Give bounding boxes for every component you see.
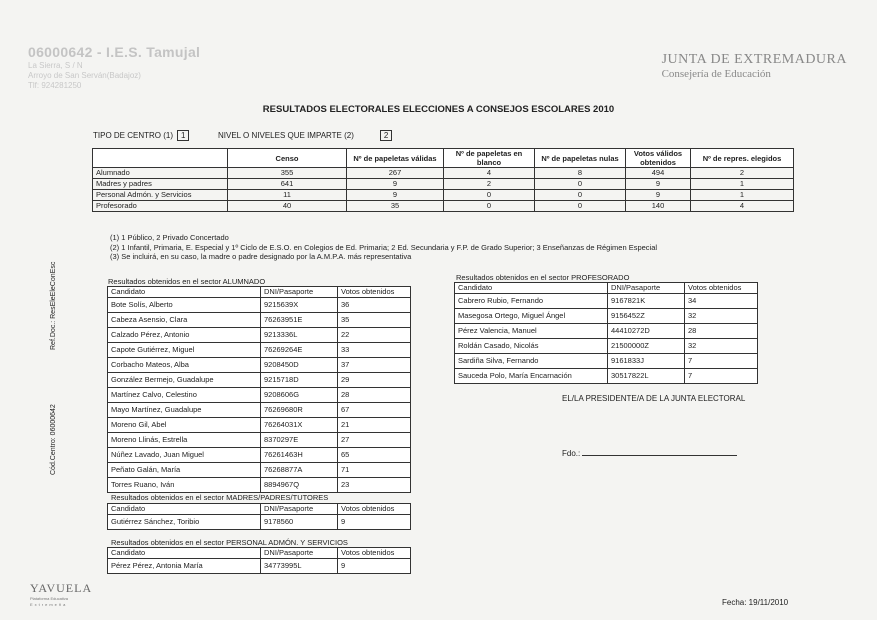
table-row [108,388,411,403]
madres-title: Resultados obtenidos en el sector MADRES/PADRES/TUTORES [111,493,329,502]
candidate-name: Peñato Galán, María [108,463,261,478]
dni-cell: 9213336L [261,328,338,343]
dni-cell: 9178560 [261,515,338,530]
notes [110,233,657,262]
column-header-candidato: Candidato [108,548,261,559]
svg-text:Plataforma Educativa: Plataforma Educativa [30,596,69,601]
dni-cell: 9156452Z [608,309,685,324]
tipo-centro-label: TIPO DE CENTRO (1) [93,131,174,140]
table-row [108,403,411,418]
summary-cell: 1 [691,190,794,201]
summary-header: Nº de papeletas nulas [535,149,626,168]
summary-row [93,201,794,212]
fdo-label: Fdo.: [562,449,581,458]
summary-header: Censo [228,149,347,168]
table-row [108,358,411,373]
summary-cell: 267 [347,168,444,179]
svg-text:YAVUELA: YAVUELA [30,581,93,595]
dni-cell: 21500000Z [608,339,685,354]
alumnado-header-row [108,287,411,298]
dni-cell: 76269264E [261,343,338,358]
document-title: RESULTADOS ELECTORALES ELECCIONES A CONSEJOS ESCOLARES 2010 [262,104,615,115]
table-row [108,343,411,358]
summary-cell: 9 [626,179,691,190]
table-row [455,309,758,324]
dni-cell: 34773995L [261,559,338,574]
note: (3) Se incluirá, en su caso, la madre o padre designado por la A.M.P.A. más representativa [110,252,412,261]
personal-table [107,547,411,574]
summary-cell: 641 [228,179,347,190]
junta-logo [662,52,847,80]
summary-cell: 0 [535,201,626,212]
votes-cell: 9 [338,559,411,574]
votes-cell: 35 [338,313,411,328]
table-row [108,433,411,448]
signature-line [562,449,737,458]
column-header-candidato: Candidato [108,504,261,515]
alumnado-table [107,286,411,493]
column-header-dni: DNI/Pasaporte [261,548,338,559]
votes-cell: 22 [338,328,411,343]
dni-cell: 76268877A [261,463,338,478]
dni-cell: 9215639X [261,298,338,313]
votes-cell: 28 [338,388,411,403]
candidate-name: Moreno Llinás, Estrella [108,433,261,448]
votes-cell: 36 [338,298,411,313]
table-row [108,448,411,463]
address-line: Arroyo de San Serván(Badajoz) [28,71,141,80]
table-row [455,324,758,339]
summary-header: Nº de repres. elegidos [691,149,794,168]
votes-cell: 32 [685,339,758,354]
candidate-name: Núñez Lavado, Juan Miguel [108,448,261,463]
profesorado-table [454,282,758,384]
candidate-name: Mayo Martínez, Guadalupe [108,403,261,418]
summary-row [93,168,794,179]
votes-cell: 7 [685,354,758,369]
votes-cell: 34 [685,294,758,309]
table-row [455,369,758,384]
table-row [108,373,411,388]
column-header-dni: DNI/Pasaporte [261,287,338,298]
summary-cell: 2 [444,179,535,190]
summary-cell: 9 [347,190,444,201]
summary-row [93,179,794,190]
personal-header-row [108,548,411,559]
cod-centro: Cód.Centro: 06000642 [50,404,57,475]
votes-cell: 33 [338,343,411,358]
summary-cell: 494 [626,168,691,179]
dni-cell: 9208450D [261,358,338,373]
votes-cell: 71 [338,463,411,478]
candidate-name: Moreno Gil, Abel [108,418,261,433]
dni-cell: 76261463H [261,448,338,463]
table-row [455,354,758,369]
candidate-name: Masegosa Ortego, Miguel Ángel [455,309,608,324]
candidate-name: Capote Gutiérrez, Miguel [108,343,261,358]
summary-cell: 35 [347,201,444,212]
table-row [108,463,411,478]
summary-row [93,190,794,201]
candidate-name: Sardiña Silva, Fernando [455,354,608,369]
summary-header: Nº de papeletas válidas [347,149,444,168]
summary-cell: 0 [535,179,626,190]
table-row [108,313,411,328]
votes-cell: 32 [685,309,758,324]
summary-cell: 0 [444,201,535,212]
candidate-name: Gutiérrez Sánchez, Toribio [108,515,261,530]
candidate-name: González Bermejo, Guadalupe [108,373,261,388]
column-header-votos: Votos obtenidos [338,287,411,298]
madres-header-row [108,504,411,515]
junta-title: JUNTA DE EXTREMADURA [661,52,847,67]
votes-cell: 37 [338,358,411,373]
candidate-name: Cabrero Rubio, Fernando [455,294,608,309]
summary-row-label: Madres y padres [93,179,228,190]
summary-cell: 8 [535,168,626,179]
column-header-dni: DNI/Pasaporte [261,504,338,515]
summary-cell: 4 [691,201,794,212]
summary-cell: 11 [228,190,347,201]
votes-cell: 67 [338,403,411,418]
summary-cell: 4 [444,168,535,179]
summary-row-label: Personal Admón. y Servicios [93,190,228,201]
note: (1) 1 Público, 2 Privado Concertado [110,233,229,242]
summary-header-empty [93,149,228,168]
candidate-name: Torres Ruano, Iván [108,478,261,493]
summary-cell: 9 [626,190,691,201]
summary-header: Votos válidos obtenidos [626,149,691,168]
votes-cell: 7 [685,369,758,384]
profesorado-header-row [455,283,758,294]
votes-cell: 27 [338,433,411,448]
dni-cell: 9167821K [608,294,685,309]
candidate-name: Martínez Calvo, Celestino [108,388,261,403]
candidate-name: Pérez Pérez, Antonia María [108,559,261,574]
summary-cell: 40 [228,201,347,212]
nivel-imparte-label: NIVEL O NIVELES QUE IMPARTE (2) [218,131,354,140]
date: Fecha: 19/11/2010 [722,598,789,607]
summary-cell: 2 [691,168,794,179]
column-header-votos: Votos obtenidos [338,548,411,559]
summary-row-label: Alumnado [93,168,228,179]
dni-cell: 30517822L [608,369,685,384]
presidente-label: EL/LA PRESIDENTE/A DE LA JUNTA ELECTORAL [562,394,746,403]
dni-cell: 9161833J [608,354,685,369]
column-header-candidato: Candidato [108,287,261,298]
summary-cell: 0 [444,190,535,201]
dni-cell: 8894967Q [261,478,338,493]
summary-row-label: Profesorado [93,201,228,212]
nivel-imparte-value: 2 [380,130,392,141]
summary-cell: 0 [535,190,626,201]
candidate-name: Cabeza Asensio, Clara [108,313,261,328]
dni-cell: 76269680R [261,403,338,418]
dni-cell: 44410272D [608,324,685,339]
tipo-centro [93,130,189,141]
votes-cell: 9 [338,515,411,530]
address-line: La Sierra, S / N [28,61,83,70]
signature-blank [582,455,737,456]
alumnado-title: Resultados obtenidos en el sector ALUMNADO [108,277,266,286]
table-row [455,339,758,354]
tipo-centro-value: 1 [177,130,189,141]
table-row [108,559,411,574]
candidate-name: Roldán Casado, Nicolás [455,339,608,354]
summary-header: Nº de papeletas en blanco [444,149,535,168]
column-header-votos: Votos obtenidos [685,283,758,294]
votes-cell: 28 [685,324,758,339]
school-code-name: 06000642 - I.E.S. Tamujal [28,44,201,60]
column-header-dni: DNI/Pasaporte [608,283,685,294]
table-row [108,418,411,433]
table-row [108,515,411,530]
table-row [108,478,411,493]
table-row [108,328,411,343]
ref-doc: Ref.Doc.: ResEleEleConEsc [50,261,57,350]
summary-header-row [93,149,794,168]
dni-cell: 8370297E [261,433,338,448]
candidate-name: Sauceda Polo, María Encarnación [455,369,608,384]
personal-title: Resultados obtenidos en el sector PERSONAL ADMÓN. Y SERVICIOS [111,538,348,547]
table-row [455,294,758,309]
madres-table [107,503,411,530]
dni-cell: 9208606G [261,388,338,403]
dni-cell: 9215718D [261,373,338,388]
votes-cell: 21 [338,418,411,433]
summary-cell: 1 [691,179,794,190]
summary-cell: 9 [347,179,444,190]
candidate-name: Bote Solís, Alberto [108,298,261,313]
column-header-votos: Votos obtenidos [338,504,411,515]
candidate-name: Pérez Valencia, Manuel [455,324,608,339]
table-row [108,298,411,313]
summary-cell: 355 [228,168,347,179]
junta-subtitle: Consejería de Educación [661,68,771,80]
votes-cell: 29 [338,373,411,388]
summary-cell: 140 [626,201,691,212]
candidate-name: Calzado Pérez, Antonio [108,328,261,343]
profesorado-title: Resultados obtenidos en el sector PROFESORADO [456,273,630,282]
column-header-candidato: Candidato [455,283,608,294]
votes-cell: 65 [338,448,411,463]
note: (2) 1 Infantil, Primaria, E. Especial y 1º Ciclo de E.S.O. en Colegios de Ed. Primaria; 2 Ed. Secundaria y F.P. de Grado Superior; 3 Enseñanzas de Régimen Especial [110,242,658,252]
summary-table [92,148,794,212]
address-line: Tlf: 924281250 [28,81,82,90]
dni-cell: 76263951E [261,313,338,328]
nivel-imparte [218,130,392,141]
yavuela-logo [28,578,98,608]
dni-cell: 76264031X [261,418,338,433]
candidate-name: Corbacho Mateos, Alba [108,358,261,373]
votes-cell: 23 [338,478,411,493]
svg-text:Extremeña: Extremeña [30,602,68,607]
